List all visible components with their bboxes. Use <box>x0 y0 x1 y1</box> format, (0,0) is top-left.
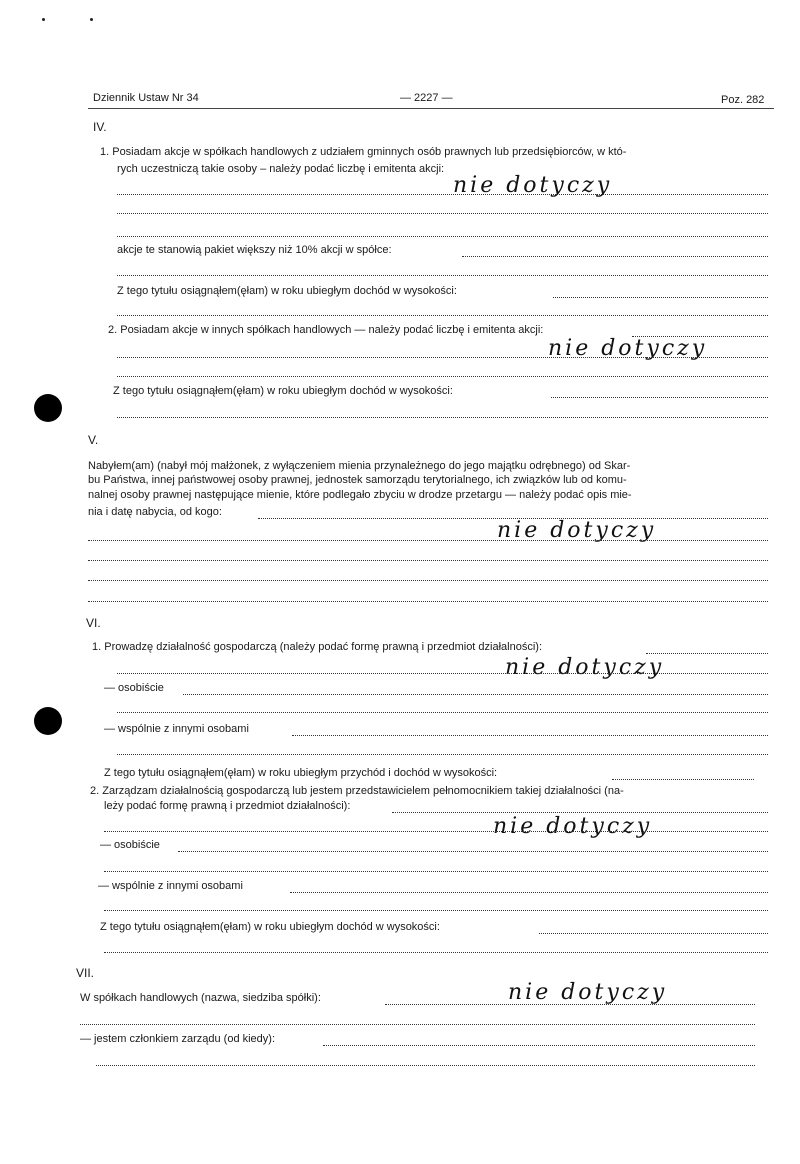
header-rule <box>88 108 774 109</box>
answer-line <box>183 694 768 695</box>
sec6-osobiscie2: — osobiście <box>100 839 160 851</box>
sec5-line1: Nabyłem(am) (nabył mój małżonek, z wyłączeniem mienia przynależnego do jego majątku odrębnego) od Skar- <box>88 460 631 472</box>
handwritten-answer: nie dotyczy <box>497 518 657 543</box>
sec6-dochod2-label: Z tego tytułu osiągnąłem(ęłam) w roku ubiegłym dochód w wysokości: <box>100 921 440 933</box>
answer-line <box>96 1065 755 1066</box>
handwritten-answer: nie dotyczy <box>453 173 613 198</box>
scan-speck <box>90 18 93 21</box>
answer-line <box>80 1024 755 1025</box>
handwritten-answer: nie dotyczy <box>493 814 653 839</box>
answer-line <box>88 580 768 581</box>
handwritten-answer: nie dotyczy <box>508 980 668 1005</box>
position-number: Poz. 282 <box>721 94 765 106</box>
sec6-item2-line1: 2. Zarządzam działalnością gospodarczą lub jestem przedstawicielem pełnomocnikiem takiej działalności (na- <box>90 785 624 797</box>
punch-hole <box>34 707 62 735</box>
answer-line <box>88 601 768 602</box>
sec4-dochod2-label: Z tego tytułu osiągnąłem(ęłam) w roku ubiegłym dochód w wysokości: <box>113 385 453 397</box>
answer-line <box>117 712 768 713</box>
sec4-item2-label: 2. Posiadam akcje w innych spółkach handlowych — należy podać liczbę i emitenta akcji: <box>108 324 544 336</box>
sec4-item1-line1: 1. Posiadam akcje w spółkach handlowych z udziałem gminnych osób prawnych lub przedsiębiorców, w któ- <box>100 146 627 158</box>
answer-line <box>104 910 768 911</box>
section-iv-heading: IV. <box>93 120 107 134</box>
sec6-item2-line2: leży podać formę prawną i przedmiot działalności): <box>104 800 351 812</box>
answer-line <box>290 892 768 893</box>
sec6-wspolnie1: — wspólnie z innymi osobami <box>104 723 249 735</box>
page-number: — 2227 — <box>400 92 453 104</box>
sec5-line2: bu Państwa, innej państwowej osoby prawnej, jednostek samorządu terytorialnego, ich związków lub od komu- <box>88 474 627 486</box>
sec6-dochod1-label: Z tego tytułu osiągnąłem(ęłam) w roku ubiegłym przychód i dochód w wysokości: <box>104 767 498 779</box>
sec4-pakiet-label: akcje te stanowią pakiet większy niż 10% akcji w spółce: <box>117 244 392 256</box>
answer-line <box>104 871 768 872</box>
section-vi-heading: VI. <box>86 616 101 630</box>
answer-line <box>117 275 768 276</box>
answer-line <box>117 213 768 214</box>
answer-line <box>88 560 768 561</box>
sec4-item1-line2: rych uczestniczą takie osoby – należy podać liczbę i emitenta akcji: <box>117 163 445 175</box>
answer-line <box>104 831 768 832</box>
section-v-heading: V. <box>88 433 99 447</box>
section-vii-heading: VII. <box>76 966 95 980</box>
answer-line <box>88 540 768 541</box>
answer-line <box>539 933 768 934</box>
answer-line <box>117 194 768 195</box>
sec6-wspolnie2: — wspólnie z innymi osobami <box>98 880 243 892</box>
answer-line <box>117 417 768 418</box>
sec7-spolki-label: W spółkach handlowych (nazwa, siedziba spółki): <box>80 992 321 1004</box>
scan-speck <box>42 18 45 21</box>
handwritten-answer: nie dotyczy <box>548 336 708 361</box>
sec4-dochod1-label: Z tego tytułu osiągnąłem(ęłam) w roku ubiegłym dochód w wysokości: <box>117 285 457 297</box>
sec5-line3: nalnej osoby prawnej następujące mienie, które podlegało zbyciu w drodze przetargu — należy podać opis mie- <box>88 489 632 501</box>
answer-line <box>104 952 768 953</box>
answer-line <box>178 851 768 852</box>
answer-line <box>646 653 768 654</box>
sec6-osobiscie1: — osobiście <box>104 682 164 694</box>
answer-line <box>462 256 768 257</box>
answer-line <box>117 236 768 237</box>
answer-line <box>323 1045 755 1046</box>
answer-line <box>392 812 768 813</box>
answer-line <box>117 376 768 377</box>
answer-line <box>551 397 768 398</box>
punch-hole <box>34 394 62 422</box>
sec7-zarzad-label: — jestem członkiem zarządu (od kiedy): <box>80 1033 276 1045</box>
journal-title: Dziennik Ustaw Nr 34 <box>93 92 199 104</box>
answer-line <box>292 735 768 736</box>
answer-line <box>553 297 768 298</box>
answer-line <box>117 754 768 755</box>
answer-line <box>117 673 768 674</box>
answer-line <box>117 315 768 316</box>
handwritten-answer: nie dotyczy <box>505 655 665 680</box>
sec6-item1-label: 1. Prowadzę działalność gospodarczą (należy podać formę prawną i przedmiot działalności): <box>92 641 543 653</box>
sec5-line4: nia i datę nabycia, od kogo: <box>88 506 222 518</box>
answer-line <box>612 779 754 780</box>
